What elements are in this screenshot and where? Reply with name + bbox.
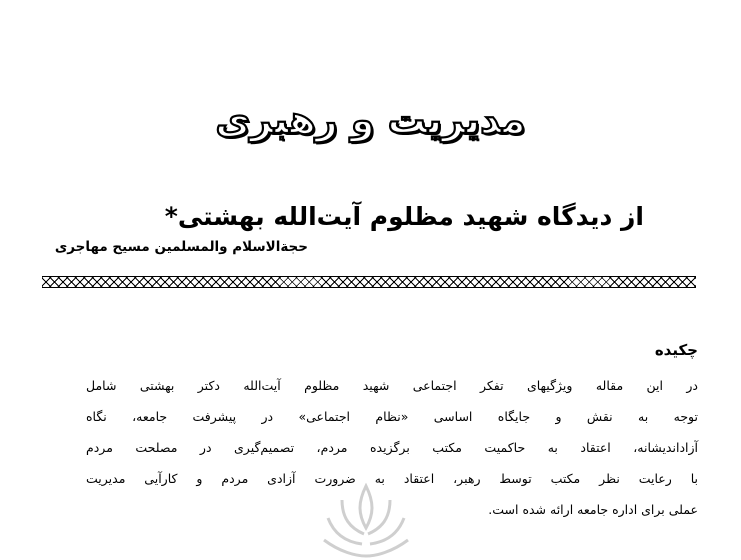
page-title: مدیریت و رهبری: [215, 98, 526, 143]
abstract-line: عملی برای اداره جامعه ارائه شده است.: [488, 502, 698, 517]
abstract-heading: چکیده: [654, 341, 698, 359]
abstract-line: در این مقاله ویژگیهای تفکر اجتماعی شهید مظلوم آیت‌الله دکتر بهشتی شامل: [86, 378, 698, 393]
author-name: حجة‌الاسلام والمسلمین مسیح مهاجری: [54, 239, 308, 255]
abstract-line: توجه به نقش و جایگاه اساسی «نظام اجتماعی» در پیشرفت جامعه، نگاه: [86, 409, 698, 424]
article-subtitle: از دیدگاه شهید مظلوم آیت‌الله بهشتی*: [164, 202, 644, 231]
watermark-emblem-icon: [316, 478, 416, 560]
abstract-line: با رعایت نظر مکتب توسط رهبر، اعتقاد به ضرورت آزادی مردم و کارآیی مدیریت: [86, 471, 698, 486]
decorative-border: [42, 276, 696, 288]
abstract-line: آزاداندیشانه، اعتقاد به حاکمیت مکتب برگزیده مردم، تصمیم‌گیری در مصلحت مردم: [86, 440, 698, 455]
